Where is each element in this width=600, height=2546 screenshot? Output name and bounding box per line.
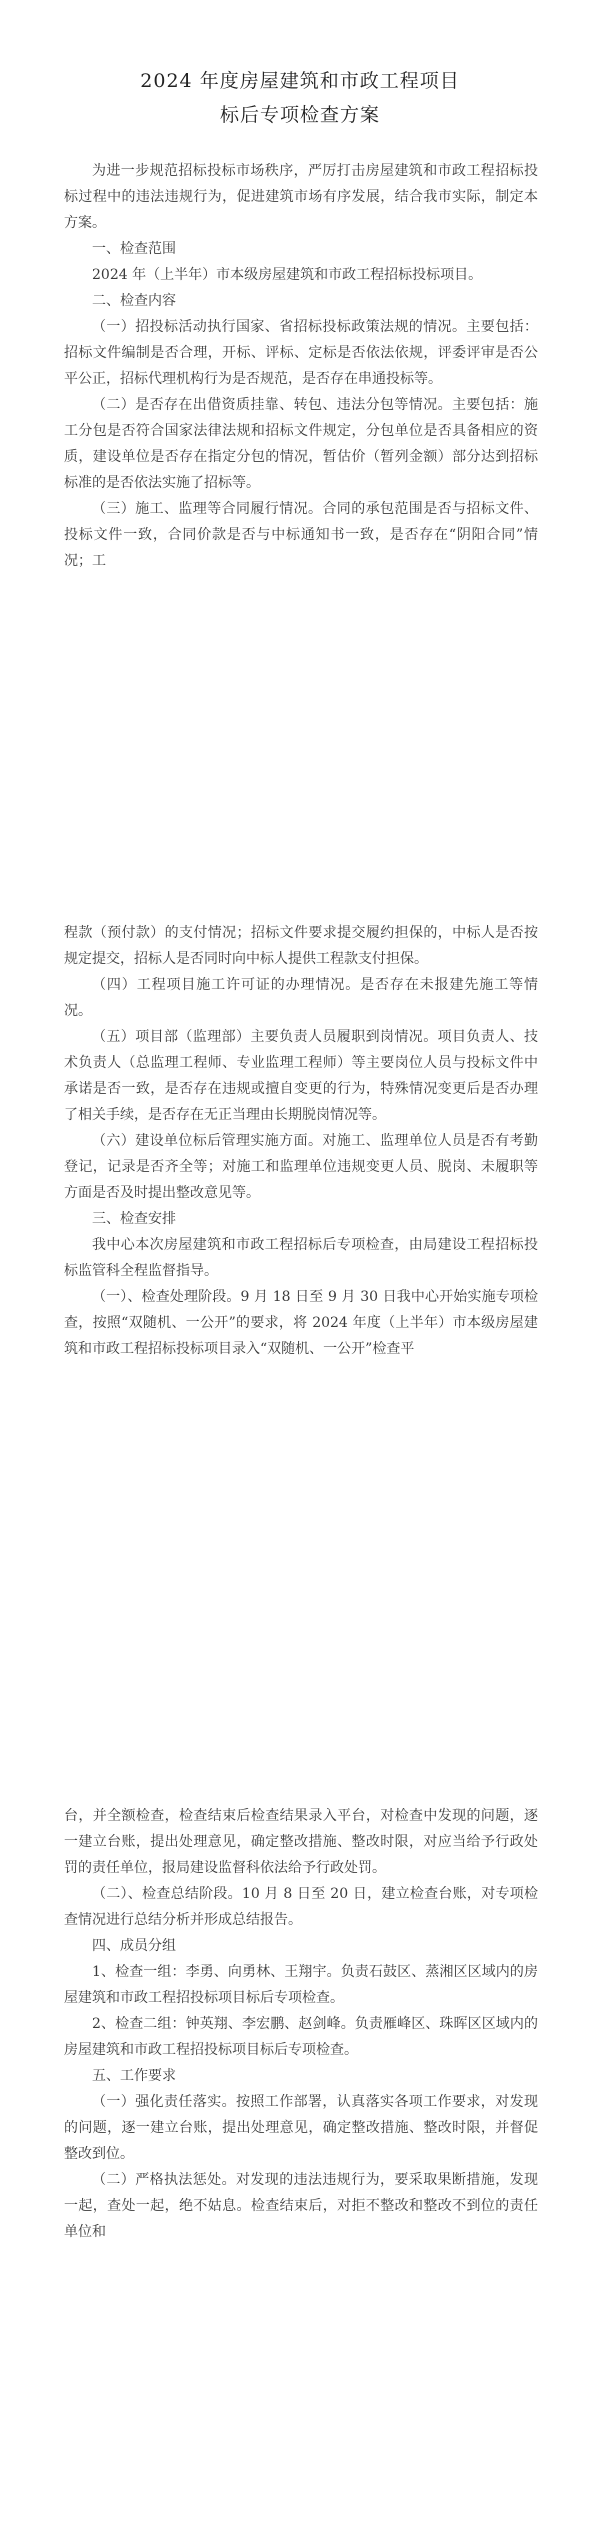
paragraph: （二）、检查总结阶段。10 月 8 日至 20 日，建立检查台账，对专项检查情况进行总结分析并形成总结报告。 xyxy=(64,1886,538,1928)
document-title-line-2: 标后专项检查方案 xyxy=(219,104,380,126)
paragraph: 2、检查二组：钟英翔、李宏鹏、赵剑峰。负责雁峰区、珠晖区区域内的房屋建筑和市政工程招投标项目标后专项检查。 xyxy=(64,2016,538,2058)
paragraph-continued: 程款（预付款）的支付情况；招标文件要求提交履约担保的，中标人是否按规定提交，招标人是否同时向中标人提供工程款支付担保。 xyxy=(64,925,538,967)
section-heading: 五、工作要求 xyxy=(92,2068,176,2084)
section-heading: 三、检查安排 xyxy=(92,1211,176,1227)
paragraph: （四）工程项目施工许可证的办理情况。是否存在未报建先施工等情况。 xyxy=(64,977,538,1019)
section-heading: 一、检查范围 xyxy=(92,241,176,257)
paragraph: （一）招投标活动执行国家、省招标投标政策法规的情况。主要包括：招标文件编制是否合理，开标、评标、定标是否依法依规，评委评审是否公平公正，招标代理机构行为是否规范，是否存在串通投标等。 xyxy=(64,319,538,387)
paragraph: （三）施工、监理等合同履行情况。合同的承包范围是否与招标文件、投标文件一致，合同价款是否与中标通知书一致，是否存在“阴阳合同”情况；工 xyxy=(64,501,538,569)
paragraph: （五）项目部（监理部）主要负责人员履职到岗情况。项目负责人、技术负责人（总监理工程师、专业监理工程师）等主要岗位人员与投标文件中承诺是否一致，是否存在违规或擅自变更的行为，特殊情况变更后是否办理了相关手续，是否存在无正当理由长期脱岗情况等。 xyxy=(64,1029,538,1123)
paragraph: （一）强化责任落实。按照工作部署，认真落实各项工作要求，对发现的问题，逐一建立台账，提出处理意见，确定整改措施、整改时限，并督促整改到位。 xyxy=(64,2094,538,2162)
paragraph-continued: 台，并全额检查，检查结束后检查结果录入平台，对检查中发现的问题，逐一建立台账，提出处理意见，确定整改措施、整改时限，对应当给予行政处罚的责任单位，报局建设监督科依法给予行政处罚。 xyxy=(64,1808,538,1876)
paragraph: 为进一步规范招标投标市场秩序，严厉打击房屋建筑和市政工程招标投标过程中的违法违规行为，促进建筑市场有序发展，结合我市实际，制定本方案。 xyxy=(64,163,538,231)
section-heading: 四、成员分组 xyxy=(92,1938,176,1954)
text-section-2 xyxy=(64,920,538,1362)
paragraph: （二）严格执法惩处。对发现的违法违规行为，要采取果断措施，发现一起，查处一起，绝不姑息。检查结束后，对拒不整改和整改不到位的责任单位和 xyxy=(64,2172,538,2240)
paragraph: 2024 年（上半年）市本级房屋建筑和市政工程招标投标项目。 xyxy=(92,267,483,283)
paragraph: 1、检查一组：李勇、向勇林、王翔宇。负责石鼓区、蒸湘区区域内的房屋建筑和市政工程招投标项目标后专项检查。 xyxy=(64,1964,538,2006)
section-heading: 二、检查内容 xyxy=(92,293,176,309)
paragraph: 我中心本次房屋建筑和市政工程招标后专项检查，由局建设工程招标投标监管科全程监督指导。 xyxy=(64,1237,538,1279)
text-section-3 xyxy=(64,1803,538,2245)
paragraph: （二）是否存在出借资质挂靠、转包、违法分包等情况。主要包括：施工分包是否符合国家法律法规和招标文件规定，分包单位是否具备相应的资质，建设单位是否存在指定分包的情况，暂估价（暂列金额）部分达到招标标准的是否依法实施了招标等。 xyxy=(64,397,538,491)
paragraph: （一）、检查处理阶段。9 月 18 日至 9 月 30 日我中心开始实施专项检查，按照“双随机、一公开”的要求，将 2024 年度（上半年）市本级房屋建筑和市政工程招标投标项目录入“双随机、一公开”检查平 xyxy=(64,1289,538,1357)
document-title-line-1: 2024 年度房屋建筑和市政工程项目 xyxy=(140,70,460,92)
text-section-1 xyxy=(64,158,538,574)
paragraph: （六）建设单位标后管理实施方面。对施工、监理单位人员是否有考勤登记，记录是否齐全等；对施工和监理单位违规变更人员、脱岗、未履职等方面是否及时提出整改意见等。 xyxy=(64,1133,538,1201)
